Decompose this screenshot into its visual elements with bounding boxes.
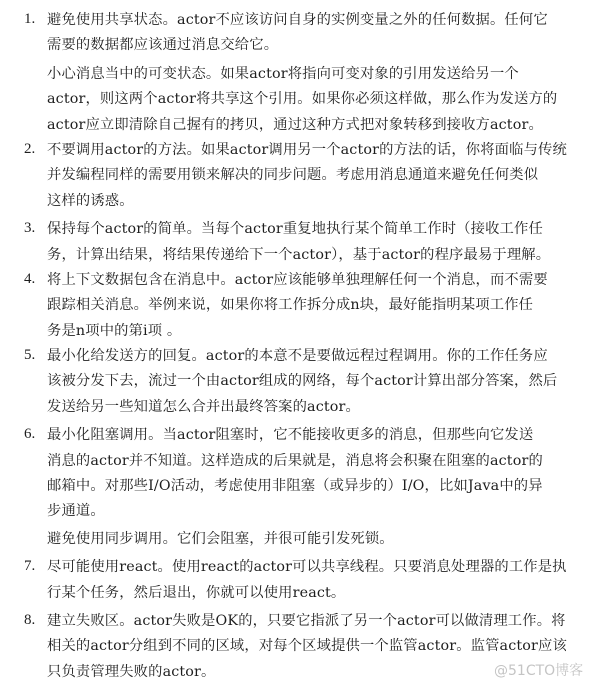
item-number: 3. (24, 220, 36, 237)
list-item-6 (0, 423, 605, 552)
text-line: 避免使用共享状态。actor不应该访问自身的实例变量之外的任何数据。任何它 (47, 12, 548, 28)
item-number: 5. (24, 347, 36, 364)
text-line: 务，计算出结果，将结果传递给下一个actor），基于actor的程序最易于理解。 (47, 246, 551, 263)
numbered-guideline-list (0, 8, 605, 685)
text-line: 避免使用同步调用。它们会阻塞，并很可能引发死锁。 (47, 530, 394, 547)
text-line: actor，则这两个actor将共享这个引用。如果你必须这样做，那么作为发送方的 (47, 91, 558, 108)
text-line: 该被分发下去，流过一个由actor组成的网络，每个actor计算出部分答案，然后 (47, 373, 558, 390)
text-line: 步通道。 (47, 503, 105, 520)
text-line: 最小化给发送方的回复。actor的本意不是要做远程过程调用。你的工作任务应 (47, 348, 548, 365)
list-item-3 (0, 217, 605, 268)
text-line: 相关的actor分组到不同的区域，对每个区域提供一个监管actor。监管actor应该 (47, 638, 567, 655)
text-line: 小心消息当中的可变状态。如果actor将指向可变对象的引用发送给另一个 (47, 65, 519, 82)
text-line: 保持每个actor的简单。当每个actor重复地执行某个简单工作时（接收工作任 (47, 221, 543, 238)
text-line: 需要的数据都应该通过消息交给它。 (47, 37, 279, 54)
list-item-5 (0, 344, 605, 420)
list-item-4 (0, 268, 605, 344)
list-item-1 (0, 8, 605, 138)
item-number: 7. (24, 558, 36, 575)
text-line: 建立失败区。actor失败是OK的，只要它指派了另一个actor可以做清理工作。将 (47, 612, 566, 629)
text-line: 行某个任务，然后退出，你就可以使用react。 (47, 584, 346, 601)
text-line: 不要调用actor的方法。如果actor调用另一个actor的方法的话，你将面临与传统 (47, 141, 567, 158)
text-line: actor应立即清除自己握有的拷贝，通过这种方式把对象转移到接收方actor。 (47, 116, 543, 133)
text-line: 这样的诱惑。 (47, 192, 134, 209)
text-line: 只负责管理失败的actor。 (47, 663, 216, 680)
text-line: 最小化阻塞调用。当actor阻塞时，它不能接收更多的消息，但那些向它发送 (47, 427, 534, 444)
item-number: 1. (24, 11, 36, 27)
text-line: 跟踪相关消息。举例来说，如果你将工作拆分成n块，最好能指明某项工作任 (47, 297, 534, 314)
text-line: 发送给另一些知道怎么合并出最终答案的actor。 (47, 398, 360, 415)
item-number: 6. (24, 426, 36, 443)
list-item-7 (0, 555, 605, 606)
item-number: 8. (24, 611, 36, 628)
item-number: 2. (24, 140, 36, 157)
text-line: 务是n项中的第i项 。 (47, 322, 182, 339)
item-number: 4. (24, 270, 36, 287)
list-item-2 (0, 138, 605, 214)
text-line: 消息的actor并不知道。这样造成的后果就是，消息将会积聚在阻塞的actor的 (47, 452, 543, 469)
text-line: 邮箱中。对那些I/O活动，考虑使用非阻塞（或异步的）I/O，比如Java中的异 (47, 478, 543, 495)
text-line: 尽可能使用react。使用react的actor可以共享线程。只要消息处理器的工作是执 (47, 559, 567, 576)
text-line: 将上下文数据包含在消息中。actor应该能够单独理解任何一个消息，而不需要 (47, 271, 548, 288)
text-line: 并发编程同样的需要用锁来解决的同步问题。考虑用消息通道来避免任何类似 (47, 167, 539, 184)
watermark: @51CTO博客 (494, 663, 584, 679)
